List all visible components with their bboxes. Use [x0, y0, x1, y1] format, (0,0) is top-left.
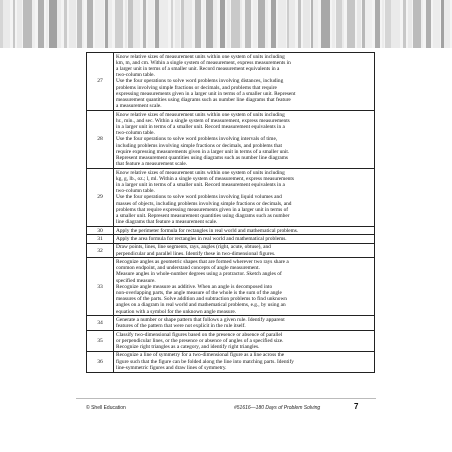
stripe [336, 0, 342, 48]
day-number: 30 [87, 227, 114, 235]
stripe [143, 0, 146, 48]
description-line: Know relative sizes of measurement units within one system of units including [116, 53, 285, 60]
stripe [115, 0, 123, 48]
stripe [421, 0, 423, 48]
description-line: figure such that the figure can be folded along the line into matching parts. Identify [116, 358, 294, 365]
stripe [64, 0, 67, 48]
stripe [289, 0, 295, 48]
description-line: problems that require expressing measurements given in a larger unit in terms of [116, 206, 289, 213]
description-line: Classify two-dimensional figures based on the presence or absence of parallel [116, 331, 283, 338]
day-number: 32 [87, 243, 114, 258]
description-line: perpendicular and parallel lines. Identify these in two-dimensional figures. [116, 250, 276, 257]
description-line: masses of objects, including problems involving simple fractions or decimals, and [116, 200, 292, 207]
stripe [175, 0, 180, 48]
day-number: 33 [87, 258, 114, 316]
description-line: Recognize right triangles as a category, and identify right triangles. [116, 344, 260, 351]
day-number: 35 [87, 331, 114, 352]
stripe [195, 0, 201, 48]
description-line: two-column table. [116, 72, 155, 79]
description-line: kg, g, lb., oz.; l, ml. Within a single system of measurement, express measurements [116, 175, 294, 182]
stripe [227, 0, 230, 48]
description-line: or perpendicular lines, or the presence or absence of angles of a specified size. [116, 337, 284, 344]
stripe [240, 0, 242, 48]
standards-row [87, 227, 375, 235]
description-line: that feature a measurement scale. [116, 161, 188, 168]
description-line: a smaller unit. Represent measurement quantities using diagrams such as number [116, 213, 290, 220]
stripe [391, 0, 400, 48]
description-line: km, m, and cm. Within a single system of measurement, express measurements in [116, 59, 291, 66]
standards-row [87, 243, 375, 258]
description-line: Use the four operations to solve word problems involving liquid volumes and [116, 194, 282, 201]
stripe [382, 0, 384, 48]
stripe [17, 0, 22, 48]
stripe [46, 0, 48, 48]
description-line: Recognize a line of symmetry for a two-dimensional figure as a line across the [116, 352, 285, 359]
day-number: 34 [87, 316, 114, 331]
stripe [245, 0, 251, 48]
standards-row [87, 235, 375, 243]
stripe [171, 0, 173, 48]
standards-row [87, 53, 375, 111]
description-line: non-overlapping parts, the angle measure of the whole is the sum of the angle [116, 290, 282, 297]
description-line: measurement quantities using diagrams such as number line diagrams that feature [116, 97, 291, 104]
standard-description [114, 169, 375, 227]
standards-row [87, 331, 375, 352]
description-line: line diagrams that feature a measurement scale. [116, 219, 218, 226]
stripe [108, 0, 112, 48]
description-line: Recognize angle measure as additive. When an angle is decomposed into [116, 283, 273, 290]
stripe [13, 0, 15, 48]
stripe [357, 0, 361, 48]
stripe [385, 0, 391, 48]
day-number: 36 [87, 351, 114, 372]
footer-rule [76, 398, 376, 399]
description-line: Know relative sizes of measurement units within one system of units including [116, 169, 285, 176]
standard-description [114, 316, 375, 331]
description-line: line-symmetric figures and draw lines of symmetry. [116, 364, 227, 371]
stripe [203, 0, 205, 48]
description-line: two-column table. [116, 188, 155, 195]
stripe [38, 0, 44, 48]
standards-row [87, 351, 375, 372]
description-line: in a larger unit in terms of a smaller unit. Record measurement equivalents in a [116, 182, 285, 189]
stripe [95, 0, 104, 48]
description-line: Generate a number or shape pattern that follows a given rule. Identify apparent [116, 317, 285, 324]
description-line: two-column table. [116, 130, 155, 137]
stripe [3, 0, 10, 48]
description-line: Use the four operations to solve word problems involving distances, including [116, 78, 284, 85]
standard-description [114, 331, 375, 352]
description-line: Represent measurement quantities using diagrams such as number line diagrams [116, 155, 288, 162]
description-line: expressing measurements given in a larger unit in terms of a smaller unit. Represent [116, 90, 296, 97]
stripe [332, 0, 335, 48]
description-line: specified measure. [116, 277, 156, 284]
description-line: problems involving simple fractions or decimals, and problems that require [116, 84, 277, 91]
day-number: 31 [87, 235, 114, 243]
description-line: Apply the perimeter formula for rectangles in real world and mathematical problems. [116, 227, 299, 234]
stripe [403, 0, 406, 48]
description-line: common endpoint, and understand concepts of angle measurement. [116, 265, 260, 272]
stripe [271, 0, 276, 48]
stripe [278, 0, 286, 48]
stripe [220, 0, 225, 48]
description-line: a larger unit in terms of a smaller unit. Record measurement equivalents in a [116, 66, 280, 72]
book-reference: #51616—180 Days of Problem Solving [234, 405, 321, 411]
stripe [258, 0, 265, 48]
stripe [213, 0, 217, 48]
description-line: hr., min., and sec. Within a single system of measurement, express measurements [116, 117, 290, 124]
stripe [426, 0, 431, 48]
day-number: 27 [87, 53, 114, 111]
stripe [287, 0, 289, 48]
stripe [375, 0, 380, 48]
standard-description [114, 258, 375, 316]
copyright-text: © Shell Education [86, 405, 126, 411]
stripe [82, 0, 84, 48]
standards-table [86, 52, 375, 373]
stripe [206, 0, 213, 48]
stripe [57, 0, 61, 48]
stripe [23, 0, 32, 48]
stripe [365, 0, 372, 48]
stripe [362, 0, 365, 48]
decorative-stripes [0, 0, 452, 48]
standards-row [87, 111, 375, 169]
description-line: Use the four operations to solve word problems involving intervals of time, [116, 136, 278, 143]
header-stripe-band [0, 0, 452, 48]
standards-table-container [86, 52, 368, 373]
standard-description [114, 235, 375, 243]
standard-description [114, 111, 375, 169]
page-number: 7 [354, 402, 359, 411]
stripe [303, 0, 310, 48]
standards-row [87, 169, 375, 227]
stripe [69, 0, 76, 48]
description-line: features of the pattern that were not explicit in the rule itself. [116, 323, 246, 330]
stripe [433, 0, 440, 48]
stripe [184, 0, 192, 48]
description-line: equation with a symbol for the unknown angle measure. [116, 308, 237, 315]
stripe [105, 0, 108, 48]
description-line: including problems involving simple fractions or decimals, and problems that [116, 142, 282, 149]
day-number: 28 [87, 111, 114, 169]
stripe [231, 0, 240, 48]
stripe [441, 0, 444, 48]
stripe [321, 0, 330, 48]
stripe [128, 0, 133, 48]
description-line: measures of the parts. Solve addition and subtraction problems to find unknown [116, 296, 287, 303]
standard-description [114, 227, 375, 235]
stripe [49, 0, 57, 48]
stripe [347, 0, 355, 48]
stripe [253, 0, 257, 48]
stripe [444, 0, 450, 48]
stripe [311, 0, 313, 48]
day-number: 29 [87, 169, 114, 227]
description-line: Draw points, lines, line segments, rays, angles (right, acute, obtuse), and [116, 244, 271, 251]
stripe [181, 0, 184, 48]
standard-description [114, 351, 375, 372]
stripe [32, 0, 35, 48]
standards-table-body [87, 53, 375, 373]
stripe [148, 0, 154, 48]
stripe [87, 0, 93, 48]
description-line: Recognize angles as geometric shapes that are formed wherever two rays share a [116, 259, 289, 266]
standard-description [114, 243, 375, 258]
stripe [342, 0, 344, 48]
stripe [413, 0, 421, 48]
description-line: Measure angles in whole-number degrees using a protractor. Sketch angles of [116, 271, 282, 278]
stripe [133, 0, 140, 48]
standards-row [87, 316, 375, 331]
stripe [265, 0, 268, 48]
page-footer [0, 398, 452, 428]
stripe [125, 0, 127, 48]
stripe [313, 0, 318, 48]
description-line: Apply the area formula for rectangles in real world and mathematical problems. [116, 236, 287, 243]
stripe [0, 0, 3, 48]
stripe [159, 0, 168, 48]
standard-description [114, 53, 375, 111]
stripe [298, 0, 301, 48]
description-line: a measurement scale. [116, 103, 162, 110]
stripe [408, 0, 412, 48]
description-line: angles on a diagram in real world and mathematical problems, e.g., by using an [116, 302, 286, 309]
description-line: in a larger unit in terms of a smaller unit. Record measurement equivalents in a [116, 124, 285, 131]
stripe [155, 0, 159, 48]
standards-row [87, 258, 375, 316]
description-line: require expressing measurements given in a larger unit in terms of a smaller unit. [116, 148, 290, 155]
description-line: Know relative sizes of measurement units within one system of units including [116, 111, 285, 118]
stripe [77, 0, 82, 48]
